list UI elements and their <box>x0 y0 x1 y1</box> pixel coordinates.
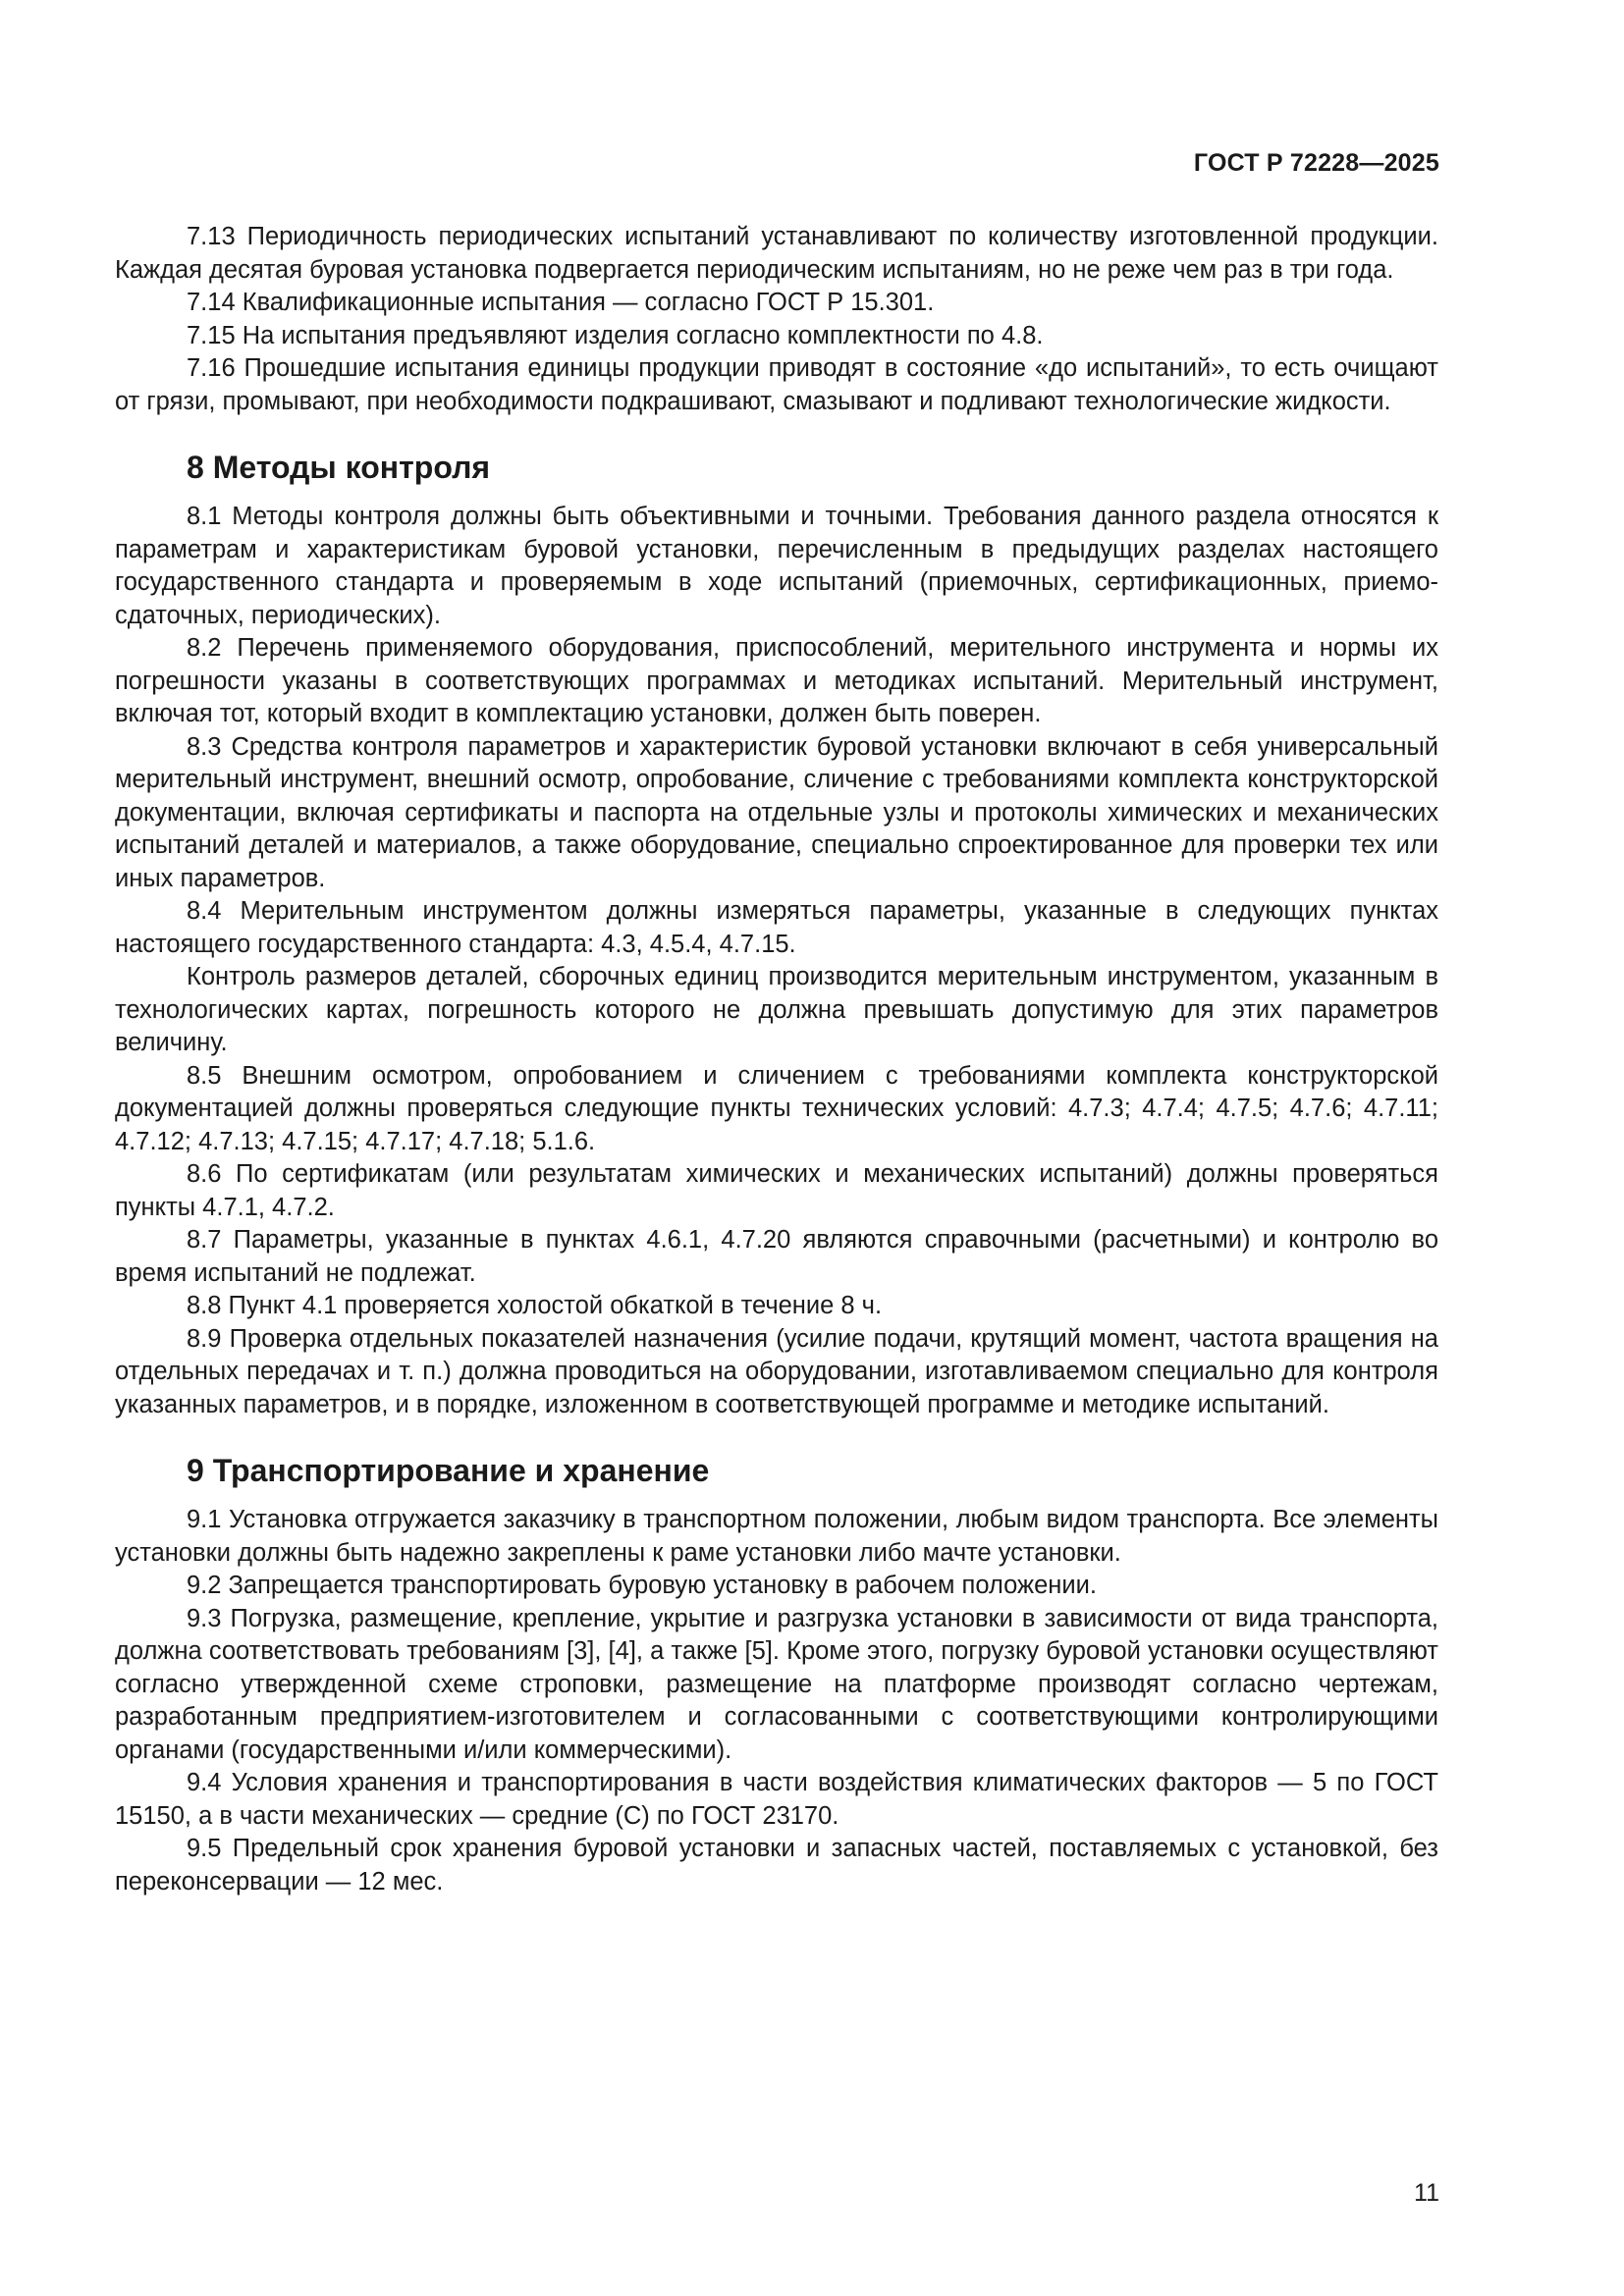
document-code-header: ГОСТ Р 72228—2025 <box>1193 149 1439 177</box>
paragraph-9-5: 9.5 Предельный срок хранения буровой установки и запасных частей, поставляемых с установкой, без переконсервации — 12 мес. <box>115 1835 1438 1896</box>
paragraph-7-16: 7.16 Прошедшие испытания единицы продукции приводят в состояние «до испытаний», то есть очищают от грязи, промывают, при необходимости подкрашивают, смазывают и подливают технологические жидкости. <box>115 354 1438 415</box>
paragraph-8-3: 8.3 Средства контроля параметров и характеристик буровой установки включают в себя универсальный мерительный инструмент, внешний осмотр, опробование, сличение с требованиями комплекта конструкторской документации, включая сертификаты и паспорта на отдельные узлы и протоколы химических и механических испытаний деталей и материалов, а также оборудование, специально спроектированное для проверки тех или иных параметров. <box>115 732 1438 892</box>
paragraph-8-5: 8.5 Внешним осмотром, опробованием и сличением с требованиями комплекта конструкторской документацией должны проверяться следующие пункты технических условий: 4.7.3; 4.7.4; 4.7.5; 4.7.6; 4.7.11; 4.7.12; 4.7.13; 4.7.15; 4.7.17; 4.7.18; 5.1.6. <box>115 1061 1438 1155</box>
paragraph-9-1: 9.1 Установка отгружается заказчику в транспортном положении, любым видом транспорта. Все элементы установки должны быть надежно закреплены к раме установки либо мачте установки. <box>115 1506 1438 1567</box>
paragraph-8-9: 8.9 Проверка отдельных показателей назначения (усилие подачи, крутящий момент, частота вращения на отдельных передачах и т. п.) должна проводиться на оборудовании, изготавливаемом специально для контроля указанных параметров, и в порядке, изложенном в соответствующей программе и методике испытаний. <box>115 1324 1438 1418</box>
paragraph-8-2: 8.2 Перечень применяемого оборудования, приспособлений, мерительного инструмента и нормы их погрешности указаны в соответствующих программах и методиках испытаний. Мерительный инструмент, включая тот, который входит в комплектацию установки, должен быть поверен. <box>115 634 1438 727</box>
paragraph-9-4: 9.4 Условия хранения и транспортирования в части воздействия климатических факторов — 5 по ГОСТ 15150, а в части механических — средние (С) по ГОСТ 23170. <box>115 1769 1438 1830</box>
paragraph-7-15: 7.15 На испытания предъявляют изделия согласно комплектности по 4.8. <box>187 321 1044 349</box>
paragraph-8-1: 8.1 Методы контроля должны быть объективными и точными. Требования данного раздела относятся к параметрам и характеристикам буровой установки, перечисленным в предыдущих разделах настоящего государственного стандарта и проверяемым в ходе испытаний (приемочных, сертификационных, приемо-сдаточных, периодических). <box>115 503 1438 629</box>
paragraph-8-7: 8.7 Параметры, указанные в пунктах 4.6.1, 4.7.20 являются справочными (расчетными) и контролю во время испытаний не подлежат. <box>115 1226 1438 1287</box>
paragraph-8-6: 8.6 По сертификатам (или результатам химических и механических испытаний) должны проверяться пункты 4.7.1, 4.7.2. <box>115 1160 1438 1221</box>
paragraph-9-3: 9.3 Погрузка, размещение, крепление, укрытие и разгрузка установки в зависимости от вида транспорта, должна соответствовать требованиям [3], [4], а также [5]. Кроме этого, погрузку буровой установки осуществляют согласно утвержденной схеме строповки, размещение на платформе производят согласно чертежам, разработанным предприятием-изготовителем и согласованными с соответствующими контролирующими органами (государственными и/или коммерческими). <box>115 1604 1438 1764</box>
section-9-heading: 9 Транспортирование и хранение <box>187 1453 710 1488</box>
section-8-heading: 8 Методы контроля <box>187 450 491 485</box>
page-content <box>115 221 1438 1898</box>
paragraph-7-14: 7.14 Квалификационные испытания — согласно ГОСТ Р 15.301. <box>187 289 935 316</box>
paragraph-9-2: 9.2 Запрещается транспортировать буровую установку в рабочем положении. <box>187 1572 1097 1599</box>
paragraph-8-8: 8.8 Пункт 4.1 проверяется холостой обкаткой в течение 8 ч. <box>187 1292 883 1319</box>
paragraph-8-4-continued: Контроль размеров деталей, сборочных единиц производится мерительным инструментом, указанным в технологических картах, погрешность которого не должна превышать допустимую для этих параметров величину. <box>115 963 1438 1056</box>
paragraph-8-4: 8.4 Мерительным инструментом должны измеряться параметры, указанные в следующих пунктах настоящего государственного стандарта: 4.3, 4.5.4, 4.7.15. <box>115 897 1438 958</box>
paragraph-7-13: 7.13 Периодичность периодических испытаний устанавливают по количеству изготовленной продукции. Каждая десятая буровая установка подвергается периодическим испытаниям, но не реже чем раз в три года. <box>115 223 1438 284</box>
page-number: 11 <box>1414 2179 1439 2207</box>
